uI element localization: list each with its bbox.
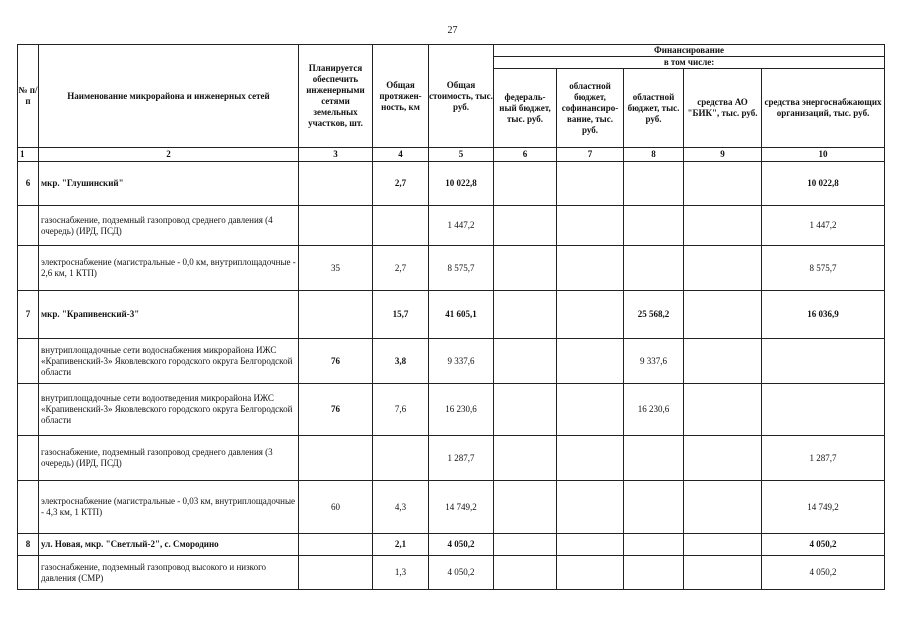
cell-name: ул. Новая, мкр. "Светлый-2", с. Смородино [39,534,299,556]
header-name: Наименование микрорайона и инженерных сетей [39,45,299,148]
cell-energy: 8 575,7 [762,246,885,291]
cell-length: 7,6 [373,384,429,436]
cell-bik [684,534,762,556]
cell-no [18,436,39,481]
cell-bik [684,556,762,590]
cell-name: газоснабжение, подземный газопровод высокого и низкого давления (СМР) [39,556,299,590]
header-cost: Общая стоимость, тыс. руб. [429,45,494,148]
column-number: 1 [18,148,39,162]
cell-energy: 1 287,7 [762,436,885,481]
cell-energy: 14 749,2 [762,481,885,534]
table-row [18,339,885,384]
header-energy: средства энергоснабжающих организаций, тыс. руб. [762,69,885,148]
cell-regional-cofin [557,246,624,291]
cell-regional-cofin [557,534,624,556]
cell-regional-cofin [557,339,624,384]
cell-cost: 10 022,8 [429,162,494,206]
cell-cost: 8 575,7 [429,246,494,291]
cell-planned [299,291,373,339]
cell-planned: 60 [299,481,373,534]
cell-energy: 16 036,9 [762,291,885,339]
column-number: 4 [373,148,429,162]
cell-energy: 1 447,2 [762,206,885,246]
cell-regional [624,436,684,481]
cell-planned: 76 [299,384,373,436]
table-row [18,436,885,481]
header-planned: Планируется обеспечить инженерными сетями земельных участков, шт. [299,45,373,148]
table-row [18,534,885,556]
cell-planned [299,162,373,206]
cell-federal [494,246,557,291]
cell-bik [684,246,762,291]
financing-table [17,44,885,590]
cell-regional-cofin [557,436,624,481]
cell-no: 6 [18,162,39,206]
header-financing: Финансирование [494,45,885,57]
cell-no [18,246,39,291]
cell-federal [494,291,557,339]
cell-energy: 10 022,8 [762,162,885,206]
cell-regional [624,556,684,590]
cell-name: внутриплощадочные сети водоснабжения микрорайона ИЖС «Крапивенский-3» Яковлевского городского округа Белгородской области [39,339,299,384]
cell-federal [494,384,557,436]
cell-length: 2,7 [373,162,429,206]
cell-regional [624,162,684,206]
cell-planned: 76 [299,339,373,384]
cell-regional-cofin [557,206,624,246]
cell-bik [684,206,762,246]
cell-federal [494,481,557,534]
cell-federal [494,339,557,384]
cell-federal [494,162,557,206]
cell-length: 15,7 [373,291,429,339]
cell-name: внутриплощадочные сети водоотведения микрорайона ИЖС «Крапивенский-3» Яковлевского городского округа Белгородской области [39,384,299,436]
cell-energy [762,339,885,384]
header-including: в том числе: [494,57,885,69]
cell-regional: 9 337,6 [624,339,684,384]
header-federal: федераль-ный бюджет, тыс. руб. [494,69,557,148]
cell-energy: 4 050,2 [762,534,885,556]
cell-bik [684,339,762,384]
header-regional-cofin: областной бюджет, софинансиро-вание, тыс. руб. [557,69,624,148]
header-no: № п/п [18,45,39,148]
column-number: 8 [624,148,684,162]
cell-bik [684,291,762,339]
column-number: 3 [299,148,373,162]
cell-planned: 35 [299,246,373,291]
cell-bik [684,436,762,481]
cell-regional-cofin [557,162,624,206]
cell-no [18,339,39,384]
cell-planned [299,206,373,246]
cell-planned [299,436,373,481]
header-bik: средства АО "БИК", тыс. руб. [684,69,762,148]
cell-regional-cofin [557,556,624,590]
column-number: 7 [557,148,624,162]
cell-name: мкр. "Глушинский" [39,162,299,206]
cell-federal [494,534,557,556]
cell-regional [624,534,684,556]
column-number: 9 [684,148,762,162]
table-row [18,291,885,339]
cell-no [18,481,39,534]
page-number: 27 [447,25,458,36]
cell-regional [624,481,684,534]
cell-cost: 4 050,2 [429,534,494,556]
cell-cost: 4 050,2 [429,556,494,590]
cell-cost: 9 337,6 [429,339,494,384]
column-number: 10 [762,148,885,162]
header-regional: областной бюджет, тыс. руб. [624,69,684,148]
cell-planned [299,534,373,556]
table-row [18,246,885,291]
column-number: 5 [429,148,494,162]
cell-energy [762,384,885,436]
cell-regional: 16 230,6 [624,384,684,436]
table-row [18,206,885,246]
cell-cost: 1 287,7 [429,436,494,481]
cell-federal [494,436,557,481]
cell-cost: 1 447,2 [429,206,494,246]
column-number: 6 [494,148,557,162]
cell-no: 8 [18,534,39,556]
cell-regional [624,206,684,246]
cell-no [18,384,39,436]
cell-cost: 41 605,1 [429,291,494,339]
cell-name: газоснабжение, подземный газопровод среднего давления (4 очередь) (ИРД, ПСД) [39,206,299,246]
cell-name: электроснабжение (магистральные - 0,0 км, внутриплощадочные - 2,6 км, 1 КТП) [39,246,299,291]
cell-regional [624,246,684,291]
cell-length: 4,3 [373,481,429,534]
cell-name: электроснабжение (магистральные - 0,03 км, внутриплощадочные - 4,3 км, 1 КТП) [39,481,299,534]
table-row [18,384,885,436]
cell-no [18,556,39,590]
cell-length: 2,7 [373,246,429,291]
cell-name: мкр. "Крапивенский-3" [39,291,299,339]
cell-bik [684,384,762,436]
cell-no: 7 [18,291,39,339]
cell-length [373,206,429,246]
cell-name: газоснабжение, подземный газопровод среднего давления (3 очередь) (ИРД, ПСД) [39,436,299,481]
cell-federal [494,556,557,590]
cell-federal [494,206,557,246]
cell-planned [299,556,373,590]
table-row [18,481,885,534]
cell-energy: 4 050,2 [762,556,885,590]
cell-cost: 16 230,6 [429,384,494,436]
cell-bik [684,481,762,534]
column-number: 2 [39,148,299,162]
cell-regional-cofin [557,481,624,534]
table-row [18,162,885,206]
cell-regional: 25 568,2 [624,291,684,339]
cell-no [18,206,39,246]
cell-length [373,436,429,481]
header-length: Общая протяжен-ность, км [373,45,429,148]
cell-length: 1,3 [373,556,429,590]
cell-regional-cofin [557,291,624,339]
cell-length: 2,1 [373,534,429,556]
cell-bik [684,162,762,206]
cell-length: 3,8 [373,339,429,384]
column-numbers-row [18,148,885,162]
cell-cost: 14 749,2 [429,481,494,534]
table-row [18,556,885,590]
cell-regional-cofin [557,384,624,436]
